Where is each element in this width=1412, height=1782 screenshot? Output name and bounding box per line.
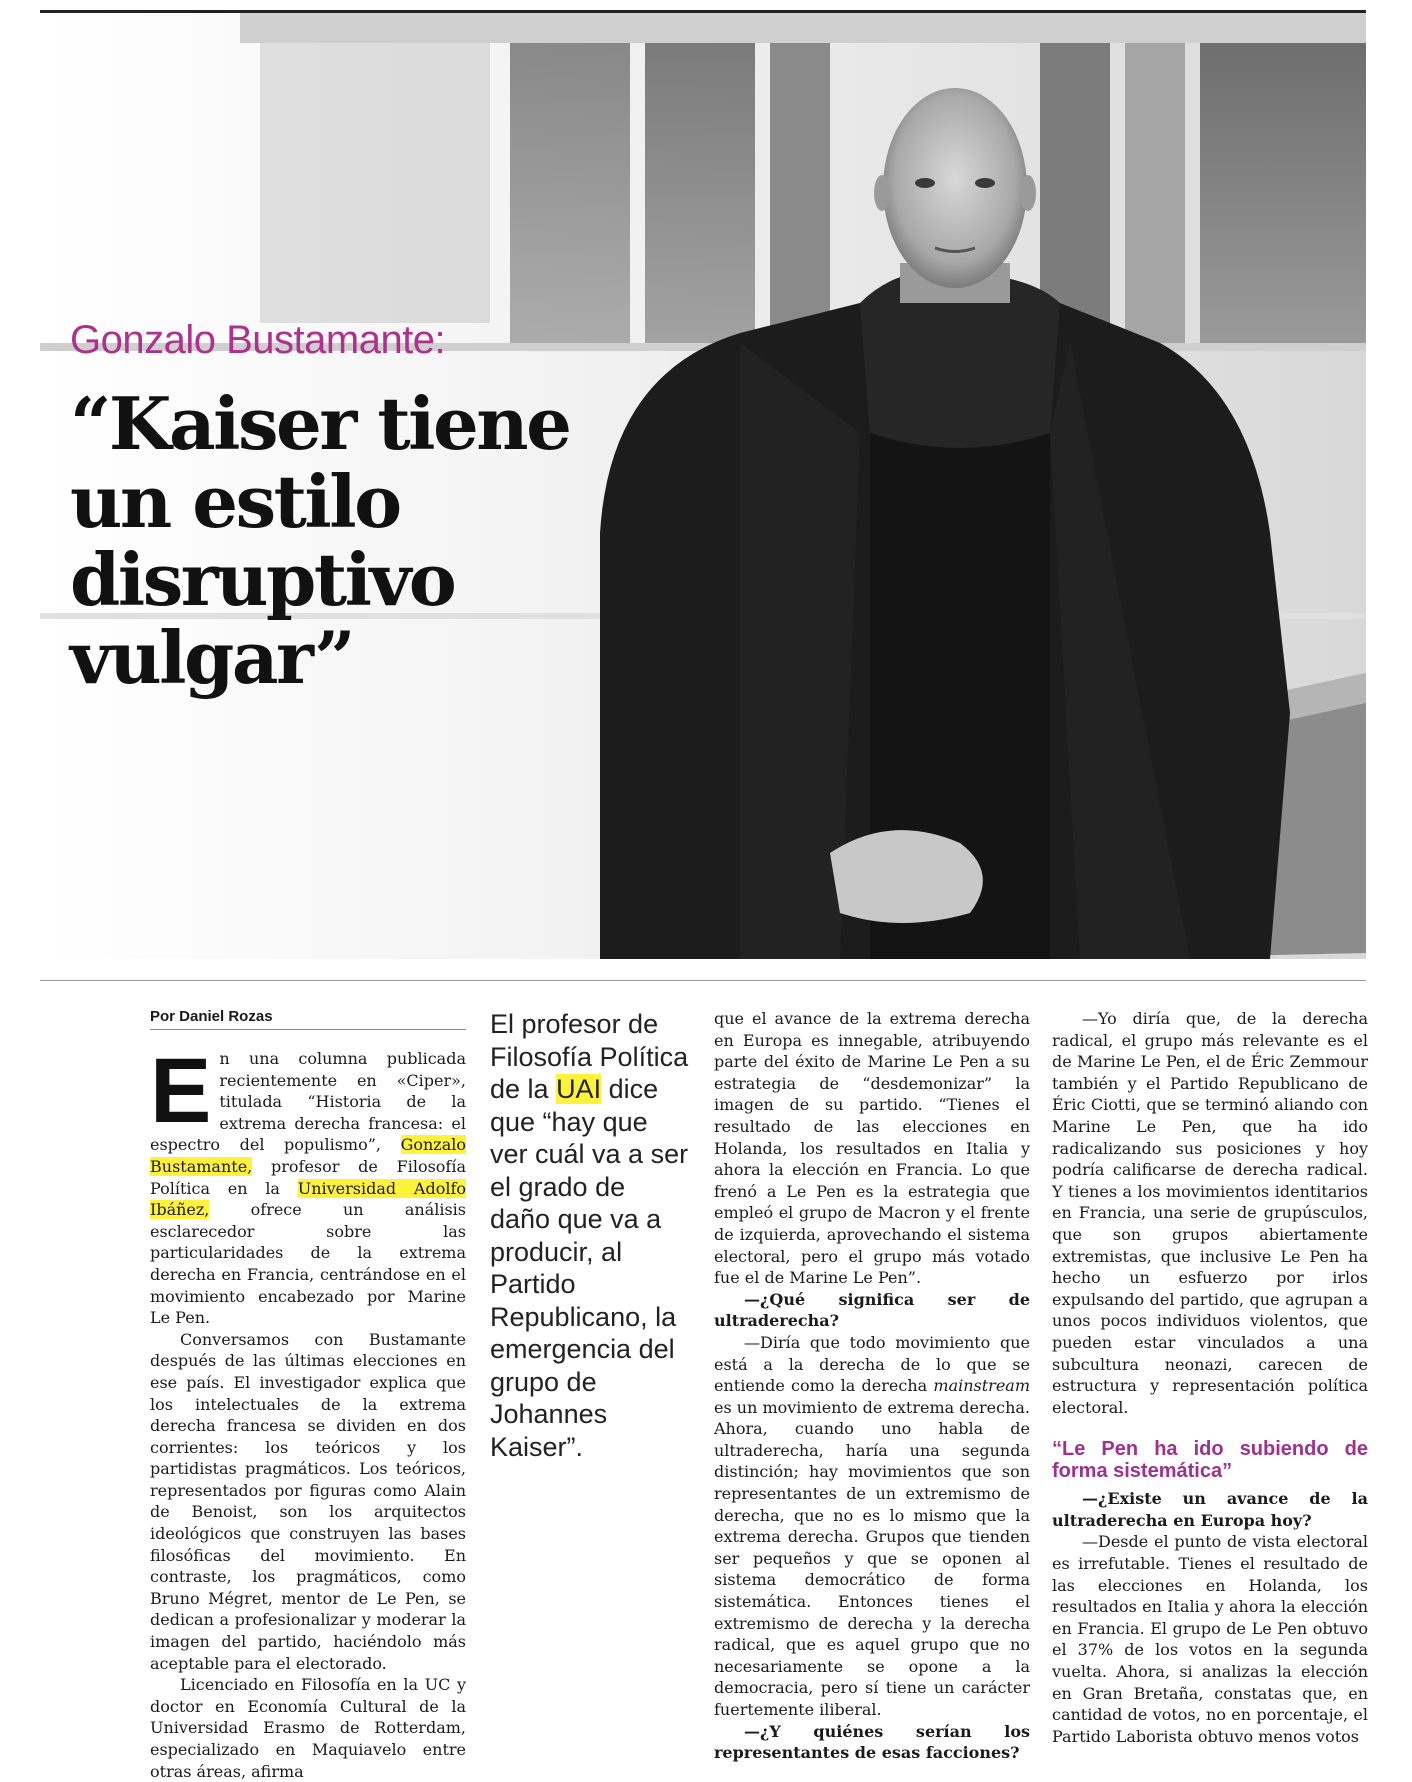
byline: Por Daniel Rozas [150, 1008, 466, 1030]
drop-cap: E [150, 1040, 212, 1142]
paragraph: que el avance de la extrema derecha en Europa es innegable, atribuyendo parte del éxito de Marine Le Pen a su estrategia de “desdemonizar” la imagen de su partido. “Tienes el resultado de las elecciones en Holanda, los resultados en Italia y ahora la elección en Francia. Lo que frenó a Le Pen es la estrategia que empleó el grupo de Macron y el frente de izquierda, aprovechando el sistema electoral, pero el grupo más votado fue el de Marine Le Pen”. [714, 1009, 1030, 1288]
answer: —Desde el punto de vista electoral es irrefutable. Tienes el resultado de las elecciones en Holanda, los resultados en Italia y ahora la elección en Francia. El grupo de Le Pen obtuvo el 37% de los votos en la segunda vuelta. Ahora, si analizas la elección en Gran Bretaña, constatas que, en cantidad de votos, no en porcentaje, el Partido Laborista obtuvo menos votos [1052, 1532, 1368, 1746]
text-run: es un movimiento de extrema derecha. Ahora, cuando uno habla de ultraderecha, haría una segunda distinción; hay movimientos que son representantes de un extremismo de derecha, que no es lo mismo que la extrema derecha. Grupos que tienden ser pequeños y que se oponen al sistema democrático de forma sistemática. Entonces tienes el extremismo de derecha y la derecha radical, que es aquel grupo que no necesariamente se opone a la democracia, pero sí tiene un carácter fuertemente iliberal. [714, 1397, 1030, 1719]
text-run: dice que “hay que ver cuál va a ser el grado de daño que va a producir, al Partido Republicano, la emergencia del grupo de Johannes Kaiser”. [490, 1074, 689, 1462]
highlight-university: Universidad Adolfo Ibáñez, [150, 1178, 467, 1220]
headline: “Kaiser tiene un estilo disruptivo vulgar” [70, 381, 570, 700]
text-run: profesor de Filosofía Política en la [150, 1156, 466, 1198]
pull-quote [490, 1008, 690, 1698]
highlight-uai: UAI [556, 1074, 602, 1104]
text-run: n una columna publicada recientemente en «Ciper», titulada “Historia de la extrema derecha francesa: el espectro del populismo”, [150, 1049, 466, 1155]
emphasis: mainstream [933, 1376, 1030, 1396]
article-column-4 [1052, 1008, 1368, 1747]
section-subhead: “Le Pen ha ido subiendo de forma sistemática” [1052, 1438, 1368, 1483]
headline-kicker: Gonzalo Bustamante: [70, 318, 446, 362]
paragraph: Conversamos con Bustamante después de las últimas elecciones en ese país. El investigador explica que los intelectuales de la extrema derecha francesa se dividen en dos corrientes: los teóricos y los partidistas pragmáticos. Los teóricos, representados por figuras como Alain de Benoist, son los arquitectos ideológicos que construyen las bases filosóficas del movimiento. En contraste, los pragmáticos, como Bruno Mégret, mentor de Le Pen, se dedican a profesionalizar y moderar la imagen del partido, haciéndolo más aceptable para el electorado. [150, 1329, 466, 1673]
text-run: El profesor de Filosofía Política de la [490, 1009, 689, 1104]
question: —¿Existe un avance de la ultraderecha en Europa hoy? [1052, 1489, 1368, 1530]
paragraph [150, 1040, 467, 1329]
answer: —Yo diría que, de la derecha radical, el grupo más relevante es el de Marine Le Pen, el de Éric Zemmour también y el Partido Republicano de Éric Ciotti, que se terminó aliando con Marine Le Pen, que ha ido radicalizando sus posiciones y hoy podría calificarse de derecha radical. Y tienes a los movimientos identitarios en Francia, una serie de grupúsculos, que son grupos abiertamente extremistas, que inclusive Le Pen ha hecho un esfuerzo por irlos expulsando del partido, que agrupan a unos pocos individuos violentos, que pueden estar vinculados a una subcultura neonazi, carecen de estructura y representación política electoral. [1052, 1009, 1368, 1417]
section-divider [40, 980, 1366, 981]
question: —¿Qué significa ser de ultraderecha? [714, 1289, 1030, 1331]
highlight-name: Gonzalo Bustamante, [150, 1135, 466, 1176]
question: —¿Y quiénes serían los representantes de esas facciones? [714, 1721, 1030, 1763]
paragraph: Licenciado en Filosofía en la UC y doctor en Economía Cultural de la Universidad Erasmo de Rotterdam, especializado en Maquiavelo entre otras áreas, afirma [150, 1675, 466, 1781]
article-column-1 [150, 1040, 467, 1782]
answer [714, 1332, 1030, 1721]
article-column-3 [714, 1008, 1030, 1764]
text-run: ofrece un análisis esclarecedor sobre las particularidades de la extrema derecha en Francia, centrándose en el movimiento encabezado por Marine Le Pen. [150, 1200, 466, 1328]
text-run: —Diría que todo movimiento que está a la derecha de lo que se entiende como la derecha [714, 1332, 1030, 1396]
